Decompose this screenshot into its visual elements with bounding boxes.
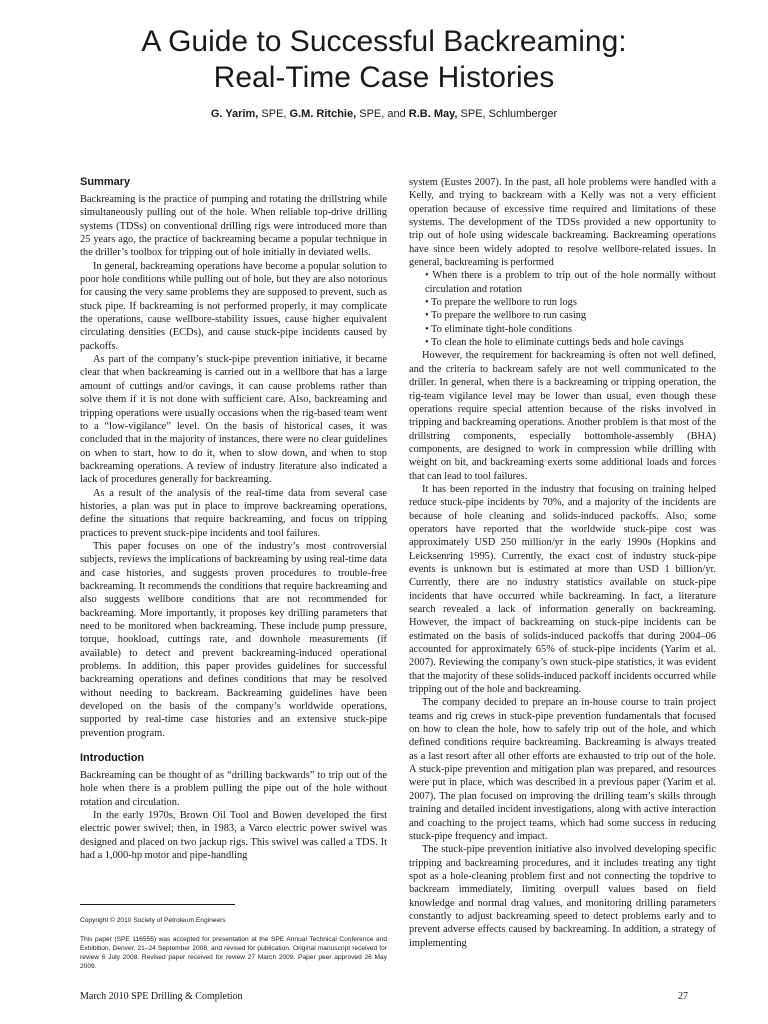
summary-paragraph-5: This paper focuses on one of the industry’s most controversial subjects, reviews the implications of backreaming by using real-time data and case histories, and suggests proven procedures to trouble-free backreaming. It recommends the conditions that require backreaming and also suggests wellbore conditions that are not recommended for backreaming. More importantly, it proposes key drilling parameters that need to be monitored when backreaming. These include pump pressure, torque, hookload, cuttings rate, and downhole measurements (if available) to detect and prevent backreaming-induced operational problems. In addition, this paper provides guidelines for successful backreaming operations and defines conditions that may be resolved without needing to backream. Backreaming guidelines have been developed on the basis of the company’s worldwide operations, supported by real-time case histories and an extensive stuck-pipe prevention program. [80, 540, 387, 739]
summary-paragraph-2: In general, backreaming operations have become a popular solution to poor hole conditions while pulling out of hole, but they are also notorious for causing the very same problems they are supposed to prevent, such as stuck pipe. If backreaming is not performed properly, it may complicate the operations, cause wellbore-stability issues, cause higher equivalent circulating densities (ECDs), and cause stuck-pipe incidents caused by packoffs. [80, 260, 387, 352]
paper-title [0, 24, 768, 96]
introduction-paragraph-1: Backreaming can be thought of as “drilling backwards” to trip out of the hole when there is a problem pulling the pipe out of the hole without rotation and circulation. [80, 770, 387, 808]
right-column [409, 176, 716, 950]
author-1-name: G. Yarim, [210, 108, 259, 120]
summary-heading: Summary [80, 176, 131, 188]
introduction-heading: Introduction [80, 752, 145, 765]
bullet-item: • To eliminate tight-hole conditions [425, 323, 573, 335]
right-paragraph-2: It has been reported in the industry that focusing on training helped reduce stuck-pipe incidents by 70%, and a majority of the incidents are because of hole cleaning and solids-induced packoffs. Also, some operators have reported that the worldwide stuck-pipe cost was approximately USD 250 million/yr in the early 1990s (Hopkins and Leicksenring 1995). Currently, the exact cost of industry stuck-pipe events is unknown but is estimated at more than USD 1 billion/yr. Currently, there are no industry statistics available on stuck-pipe incidents that have occurred while backreaming. In fact, a literature search revealed a lack of information generally on backreaming. However, the impact of backreaming on stuck-pipe incidents can be estimated on the basis of solids-induced packoffs that during 2004–06 accounted for approximately 65% of stuck-pipe incidents (Yarim et al. 2007). Reviewing the company’s own stuck-pipe statistics, it was evident that the majority of these solids-induced packoff incidents occurred while tripping out of the hole and backreaming. [409, 483, 716, 696]
right-paragraph-1: However, the requirement for backreaming is often not well defined, and the criteria to backream safely are not well communicated to the driller. In general, when there is a backreaming or tripping operation, the rig-team vigilance level may be lower than usual, even though these operations require special attention because of the risks involved in tripping and backreaming operations. Another problem is that most of the drillstring components, especially bottomhole-assembly (BHA) components, are designed to work in compression while drilling with weight on bit, and backreaming exerts some additional loads and forces that can lead to tool failures. [409, 350, 716, 482]
page-number: 27 [678, 991, 688, 1002]
title-line-1: A Guide to Successful Backreaming: [141, 25, 627, 58]
author-1-affiliation: SPE, [258, 108, 290, 120]
journal-running-footer: March 2010 SPE Drilling & Completion [80, 991, 243, 1002]
summary-paragraph-1: Backreaming is the practice of pumping and rotating the drillstring while simultaneously pulling out of the hole. When reliable top-drive drilling systems (TDSs) on conventional drilling rigs were introduced more than 25 years ago, the practice of backreaming became a popular technique in the driller’s toolbox for tripping out of hole initially in deviated wells. [80, 194, 387, 259]
copyright-note: Copyright © 2010 Society of Petroleum Engineers [80, 917, 226, 924]
bullet-item: • When there is a problem to trip out of the hole normally without circulation and rotation [425, 270, 716, 295]
right-paragraph-continued: system (Eustes 2007). In the past, all hole problems were handled with a Kelly, and trying to backream with a Kelly was not a very efficient operation because of excessive time required and limitations of these systems. The development of the TDSs provided a new opportunity to trip out of hole using widescale backreaming. Backreaming operations have since been widely adopted to resolve wellbore-related issues. In general, backreaming is performed [409, 177, 716, 269]
summary-paragraph-4: As a result of the analysis of the real-time data from several case histories, a plan was put in place to improve backreaming operations, define the situations that require backreaming, and focus on tripping practices to prevent stuck-pipe incidents and tool failures. [80, 487, 387, 539]
right-paragraph-4: The stuck-pipe prevention initiative also involved developing specific tripping and backreaming procedures, and it includes treating any tight spot as a hole-cleaning problem first and not connecting the topdrive to backream immediately, limiting overpull values based on field knowledge and normal drag values, and monitoring drilling parameters constantly to adjust backreaming speed to detect problems early and to prevent adverse effects caused by backreaming. In addition, a strategy of implementing [409, 844, 716, 949]
introduction-paragraph-2: In the early 1970s, Brown Oil Tool and Bowen developed the first electric power swivel; then, in 1983, a Varco electric power swivel was designed and placed on two jackup rigs. This swivel was called a TDS. It had a 1,000-hp motor and pipe-handling [80, 810, 387, 862]
summary-paragraph-3: As part of the company’s stuck-pipe prevention initiative, it became clear that when backreaming is carried out in a wellbore that has a large amount of cuttings and/or cavings, it can cause problems rather than solve them if it is not done with sufficient care. Also, backreaming and tripping operations were usually occasions when the rig-based team went to a “low-vigilance” level. On the basis of historical cases, it was concluded that in the majority of instances, there were no clear guidelines on when to start, how to do it, when to slow down, and when to stop backreaming operations. A review of industry literature also indicated a lack of procedures generally for backreaming. [80, 354, 387, 486]
author-line [0, 108, 768, 120]
author-3-affiliation: SPE, Schlumberger [457, 108, 558, 120]
author-2-name: G.M. Ritchie, [289, 108, 357, 120]
bullet-item: • To prepare the wellbore to run logs [425, 297, 577, 309]
author-2-affiliation: SPE, and [356, 108, 409, 120]
right-paragraph-3: The company decided to prepare an in-house course to train project teams and rig crews in stuck-pipe prevention fundamentals that focused on how to clean the hole, how to safely trip out of the hole, and which defined conditions require backreaming. Backreaming is always treated as a last resort after all other efforts are exhausted to trip out of the hole. A stuck-pipe prevention and mitigation plan was prepared, and resources were put in place, which was described in a previous paper (Yarim et al. 2007). The plan focused on improving the drilling team’s skills through training and detailed incident investigations, along with active interaction and coaching to the project teams, which had some success in reducing stuck-pipe frequency and impact. [409, 697, 716, 842]
title-line-2: Real-Time Case Histories [213, 61, 555, 94]
footnote-divider [80, 904, 235, 905]
left-column [80, 176, 387, 863]
publication-note: This paper (SPE 116555) was accepted for presentation at the SPE Annual Technical Conference and Exhibition, Denver, 21–24 September 2008, and revised for publication. Original manuscript received for review 6 July 2008. Revised paper received for review 27 March 2009. Paper peer approved 26 May 2009. [80, 936, 387, 970]
bullet-item: • To clean the hole to eliminate cuttings beds and hole cavings [425, 337, 684, 349]
author-3-name: R.B. May, [408, 108, 458, 120]
bullet-item: • To prepare the wellbore to run casing [425, 310, 587, 322]
